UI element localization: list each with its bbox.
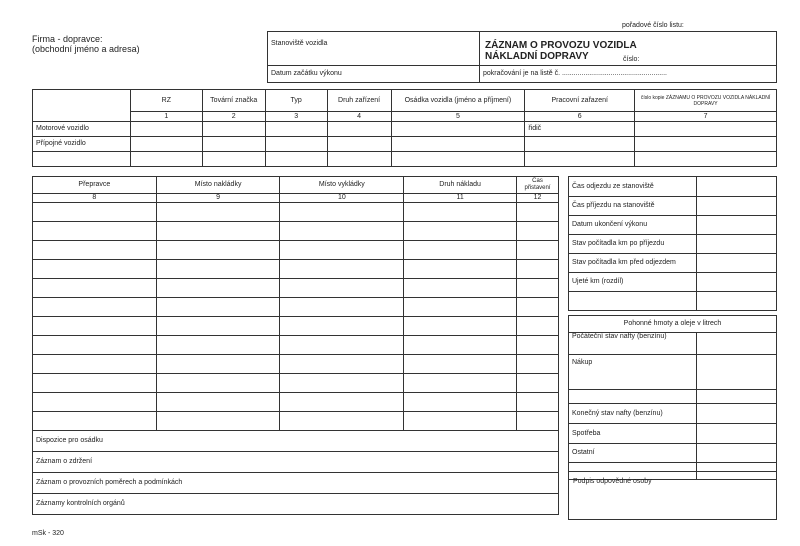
transport-cell[interactable] [404,317,517,336]
table-cell[interactable] [327,122,391,137]
transport-cell[interactable] [404,222,517,241]
transport-cell[interactable] [156,241,280,260]
transport-row [33,412,559,431]
vehicle-table [32,89,777,167]
table-cell[interactable] [202,152,265,167]
serial-number-label: pořadové číslo listu: [622,22,684,29]
table-cell[interactable] [265,122,327,137]
transport-cell[interactable] [280,222,404,241]
col-header-cargo-type: Druh nákladu [404,177,517,194]
fuel-row [569,390,777,404]
col-num: 9 [156,194,280,203]
info-value[interactable] [697,177,777,197]
transport-table [32,176,559,515]
fuel-value[interactable] [697,404,777,424]
note-dispatch: Dispozice pro osádku [33,431,559,452]
fuel-value[interactable] [697,444,777,463]
info-row [569,216,777,235]
info-value[interactable] [697,235,777,254]
form-code: mSk - 320 [32,530,64,537]
col-num: 3 [265,112,327,122]
note-row[interactable] [33,494,559,515]
distance-label: Ujeté km (rozdíl) [569,273,697,292]
col-num: 8 [33,194,157,203]
fuel-table [568,315,777,480]
table-cell[interactable] [391,152,525,167]
transport-row [33,393,559,412]
station-label: Stanoviště vozidla [271,40,328,47]
col-header-copy-number: číslo kopie ZÁZNAMU O PROVOZU VOZIDLA NÁKLADNÍ DOPRAVY [635,90,777,112]
table-cell[interactable] [635,137,777,152]
odometer-departure-label: Stav počítadla km před odjezdem [569,254,697,273]
note-row[interactable] [33,431,559,452]
table-cell[interactable] [327,137,391,152]
transport-cell[interactable] [33,393,157,412]
transport-cell[interactable] [516,279,558,298]
transport-cell[interactable] [156,222,280,241]
transport-row [33,260,559,279]
continuation-label: pokračování je na listě č. ...................................................... [483,70,668,77]
fuel-title-row [569,316,777,333]
arrival-time-label: Čas příjezdu na stanoviště [569,197,697,216]
row-label [33,152,131,167]
transport-cell[interactable] [156,374,280,393]
col-num: 12 [516,194,558,203]
col-header-unloading-place: Místo vykládky [280,177,404,194]
transport-cell[interactable] [156,317,280,336]
transport-cell[interactable] [280,374,404,393]
col-header-rz: RZ [130,90,202,112]
table-cell[interactable] [391,122,525,137]
trip-info-table [568,176,777,311]
table-cell[interactable] [525,152,635,167]
transport-cell[interactable] [516,393,558,412]
table-cell[interactable] [635,152,777,167]
col-num: 2 [202,112,265,122]
odometer-arrival-label: Stav počítadla km po příjezdu [569,235,697,254]
fuel-row [569,444,777,463]
start-date-label: Datum začátku výkonu [271,70,342,77]
note-delay: Záznam o zdržení [33,452,559,473]
col-header-role: Pracovní zařazení [525,90,635,112]
transport-cell[interactable] [280,241,404,260]
table-cell[interactable] [202,137,265,152]
transport-cell[interactable] [280,260,404,279]
transport-row [33,203,559,222]
company-label: Firma - dopravce: [32,34,103,44]
transport-cell[interactable] [33,222,157,241]
note-row[interactable] [33,473,559,494]
fuel-value[interactable] [697,333,777,355]
col-num: 4 [327,112,391,122]
transport-cell[interactable] [404,412,517,431]
info-row [569,273,777,292]
table-cell[interactable] [327,152,391,167]
transport-cell[interactable] [404,279,517,298]
title-cell [480,32,777,66]
transport-cell[interactable] [33,260,157,279]
fuel-row [569,424,777,444]
transport-cell[interactable] [33,241,157,260]
fuel-value[interactable] [697,390,777,404]
transport-cell[interactable] [404,241,517,260]
fuel-row [569,355,777,390]
end-date-label: Datum ukončení výkonu [569,216,697,235]
transport-cell[interactable] [404,374,517,393]
table-cell[interactable] [130,137,202,152]
fuel-consumption-label: Spotřeba [569,424,697,444]
transport-cell[interactable] [516,260,558,279]
table-cell[interactable] [635,122,777,137]
transport-cell[interactable] [33,355,157,374]
transport-cell[interactable] [280,203,404,222]
info-value[interactable] [697,254,777,273]
start-date-field[interactable] [268,66,480,83]
transport-row [33,336,559,355]
transport-cell[interactable] [156,279,280,298]
driver-label: řidič [528,125,542,132]
transport-cell[interactable] [156,412,280,431]
form-title: ZÁZNAM O PROVOZU VOZIDLA NÁKLADNÍ DOPRAVY číslo: [485,40,640,63]
col-num: 10 [280,194,404,203]
fuel-row [569,404,777,424]
note-conditions: Záznam o provozních poměrech a podmínkách [33,473,559,494]
info-row [569,235,777,254]
transport-cell[interactable] [516,374,558,393]
transport-cell[interactable] [33,317,157,336]
vehicle-number-row [33,112,777,122]
transport-cell[interactable] [156,298,280,317]
vehicle-row-extra [33,152,777,167]
note-inspections: Záznamy kontrolních orgánů [33,494,559,515]
transport-cell[interactable] [280,336,404,355]
transport-row [33,374,559,393]
transport-cell[interactable] [156,203,280,222]
col-header-brand: Tovární značka [202,90,265,112]
info-row [569,292,777,311]
info-value[interactable] [697,273,777,292]
form-number-label: číslo: [623,56,640,63]
extra-label [569,292,697,311]
transport-cell[interactable] [33,203,157,222]
transport-cell[interactable] [404,203,517,222]
transport-cell[interactable] [404,355,517,374]
transport-cell[interactable] [156,260,280,279]
col-header-crew: Osádka vozidla (jméno a příjmení) [391,90,525,112]
vehicle-row-trailer [33,137,777,152]
col-header-type: Typ [265,90,327,112]
fuel-end-label: Konečný stav nafty (benzínu) [569,404,697,424]
transport-cell[interactable] [280,355,404,374]
row-label: Přípojné vozidlo [33,137,131,152]
col-num: 7 [635,112,777,122]
fuel-other-label: Ostatní [569,444,697,463]
table-cell[interactable] [202,122,265,137]
transport-cell[interactable] [516,241,558,260]
transport-header-row [33,177,559,194]
fuel-start-label: Počáteční stav nafty (benzínu) [569,333,697,355]
transport-cell[interactable] [516,222,558,241]
table-cell[interactable] [391,137,525,152]
table-cell[interactable] [265,152,327,167]
table-cell[interactable] [130,122,202,137]
transport-row [33,222,559,241]
vehicle-corner-cell [33,90,131,122]
note-row[interactable] [33,452,559,473]
col-header-equipment: Druh zařízení [327,90,391,112]
continuation-field[interactable] [480,66,777,83]
transport-row [33,241,559,260]
transport-cell[interactable] [280,393,404,412]
signature-box[interactable] [568,471,777,520]
transport-cell[interactable] [516,298,558,317]
signature-label: Podpis odpovědné osoby [573,478,652,485]
fuel-row [569,333,777,355]
fuel-value[interactable] [697,355,777,390]
transport-cell[interactable] [404,393,517,412]
col-num: 5 [391,112,525,122]
driver-cell[interactable] [525,122,635,137]
transport-cell[interactable] [33,412,157,431]
transport-cell[interactable] [404,298,517,317]
table-cell[interactable] [265,137,327,152]
transport-cell[interactable] [156,393,280,412]
col-header-arrival-time: Čas přistavení [516,177,558,194]
transport-number-row [33,194,559,203]
transport-cell[interactable] [516,203,558,222]
table-cell[interactable] [525,137,635,152]
transport-cell[interactable] [156,336,280,355]
info-value[interactable] [697,292,777,311]
transport-row [33,279,559,298]
station-field[interactable] [268,32,480,66]
table-cell[interactable] [130,152,202,167]
info-value[interactable] [697,197,777,216]
fuel-blank-label [569,390,697,404]
company-sublabel: (obchodní jméno a adresa) [32,44,140,54]
transport-row [33,317,559,336]
fuel-value[interactable] [697,424,777,444]
transport-cell[interactable] [33,279,157,298]
transport-cell[interactable] [516,355,558,374]
vehicle-header-row [33,90,777,112]
departure-time-label: Čas odjezdu ze stanoviště [569,177,697,197]
transport-cell[interactable] [516,412,558,431]
transport-cell[interactable] [33,336,157,355]
transport-cell[interactable] [33,298,157,317]
transport-cell[interactable] [516,336,558,355]
transport-row [33,355,559,374]
transport-row [33,298,559,317]
vehicle-row-motor [33,122,777,137]
transport-cell[interactable] [280,412,404,431]
transport-body [33,203,559,431]
transport-cell[interactable] [516,317,558,336]
info-row [569,177,777,197]
transport-cell[interactable] [404,336,517,355]
fuel-purchase-label: Nákup [569,355,697,390]
col-num: 6 [525,112,635,122]
info-value[interactable] [697,216,777,235]
col-num: 1 [130,112,202,122]
row-label: Motorové vozidlo [33,122,131,137]
transport-cell[interactable] [33,374,157,393]
col-header-loading-place: Místo nakládky [156,177,280,194]
info-row [569,254,777,273]
info-row [569,197,777,216]
fuel-title: Pohonné hmoty a oleje v litrech [569,316,777,333]
col-header-carrier: Přepravce [33,177,157,194]
transport-cell[interactable] [280,317,404,336]
header-table [267,31,777,83]
col-num: 11 [404,194,517,203]
transport-cell[interactable] [404,260,517,279]
transport-cell[interactable] [156,355,280,374]
transport-cell[interactable] [280,298,404,317]
transport-cell[interactable] [280,279,404,298]
